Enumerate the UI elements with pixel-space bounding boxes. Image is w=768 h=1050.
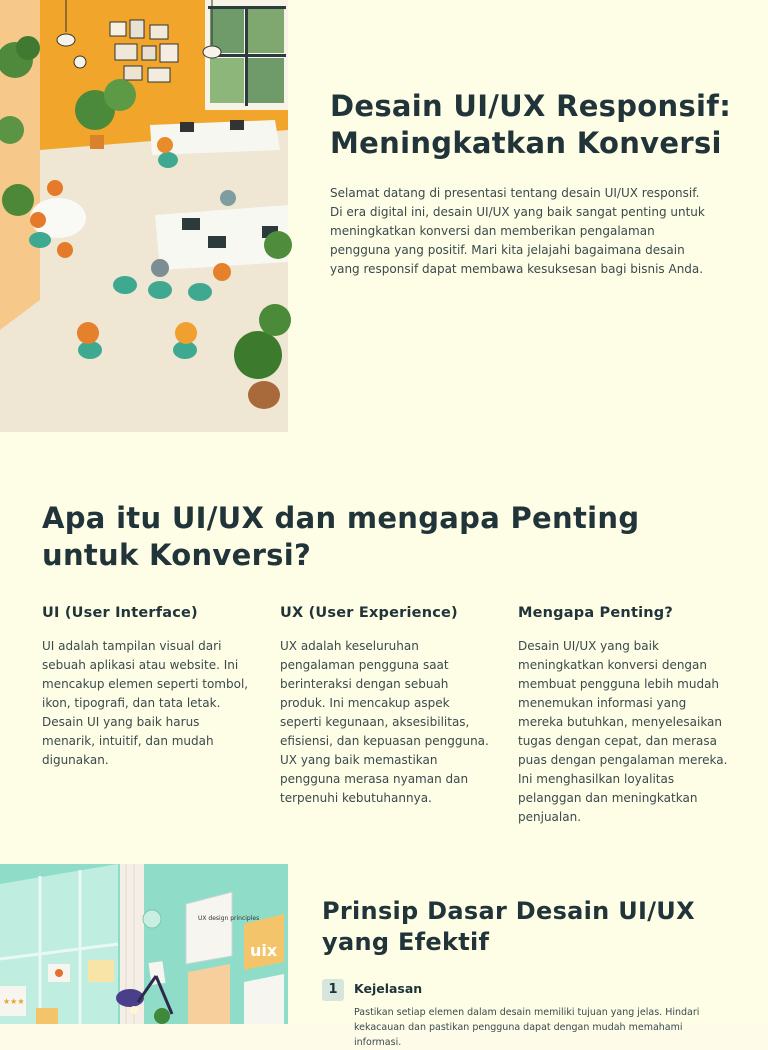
importance-title: Apa itu UI/UX dan mengapa Penting untuk Konversi?: [42, 501, 640, 572]
hero-text-block: [330, 88, 740, 279]
column-text: UX adalah keseluruhan pengalaman pengguna saat berinteraksi dengan sebuah produk. Ini mencakup aspek seperti kegunaan, aksesibilitas, efisiensi, dan kepuasan pengguna. UX yang baik memastikan pengguna merasa nyaman dan terpenuhi kebutuhannya.: [280, 639, 489, 805]
design-workspace-illustration: [0, 864, 288, 1024]
principles-title: Prinsip Dasar Desain UI/UX yang Efektif: [322, 897, 695, 956]
principles-section: [0, 864, 768, 1048]
hero-intro-text: Selamat datang di presentasi tentang desain UI/UX responsif. Di era digital ini, desain UI/UX yang baik sangat penting untuk meningkatkan konversi dan memberikan pengalaman pengguna yang positif. Mari kita jelajahi bagaimana desain yang responsif dapat membawa kesuksesan bagi bisnis Anda.: [330, 186, 705, 276]
principle-number-badge: 1: [322, 979, 344, 1001]
column-title: UX (User Experience): [280, 605, 458, 621]
illustration-panel-label: UX design principles: [198, 915, 260, 922]
column-text: Desain UI/UX yang baik meningkatkan konversi dengan membuat pengguna lebih mudah menemukan informasi yang mereka butuhkan, menyelesaikan tugas dengan cepat, dan merasa puas dengan pengalaman mereka. Ini menghasilkan loyalitas pelanggan dan meningkatkan penjualan.: [518, 639, 728, 824]
ux-column: [280, 604, 495, 808]
illustration-uix-badge: uix: [250, 941, 278, 960]
column-title: UI (User Interface): [42, 605, 198, 621]
principle-text: Pastikan setiap elemen dalam desain memiliki tujuan yang jelas. Hindari kekacauan dan pastikan pengguna dapat dengan mudah memahami informasi.: [354, 1007, 700, 1048]
column-title: Mengapa Penting?: [518, 605, 673, 621]
hero-section: [0, 0, 768, 432]
coworking-office-image: [0, 0, 288, 432]
principle-title: Kejelasan: [354, 981, 423, 996]
importance-section: [0, 432, 768, 864]
column-text: UI adalah tampilan visual dari sebuah aplikasi atau website. Ini mencakup elemen seperti tombol, ikon, tipografi, dan tata letak. Desain UI yang baik harus menarik, intuitif, dan mudah digunakan.: [42, 639, 249, 767]
ui-column: [42, 604, 257, 770]
hero-title: Desain UI/UX Responsif: Meningkatkan Konversi: [330, 89, 732, 160]
svg-text:★★★: ★★★: [3, 997, 25, 1006]
why-important-column: [518, 604, 733, 827]
